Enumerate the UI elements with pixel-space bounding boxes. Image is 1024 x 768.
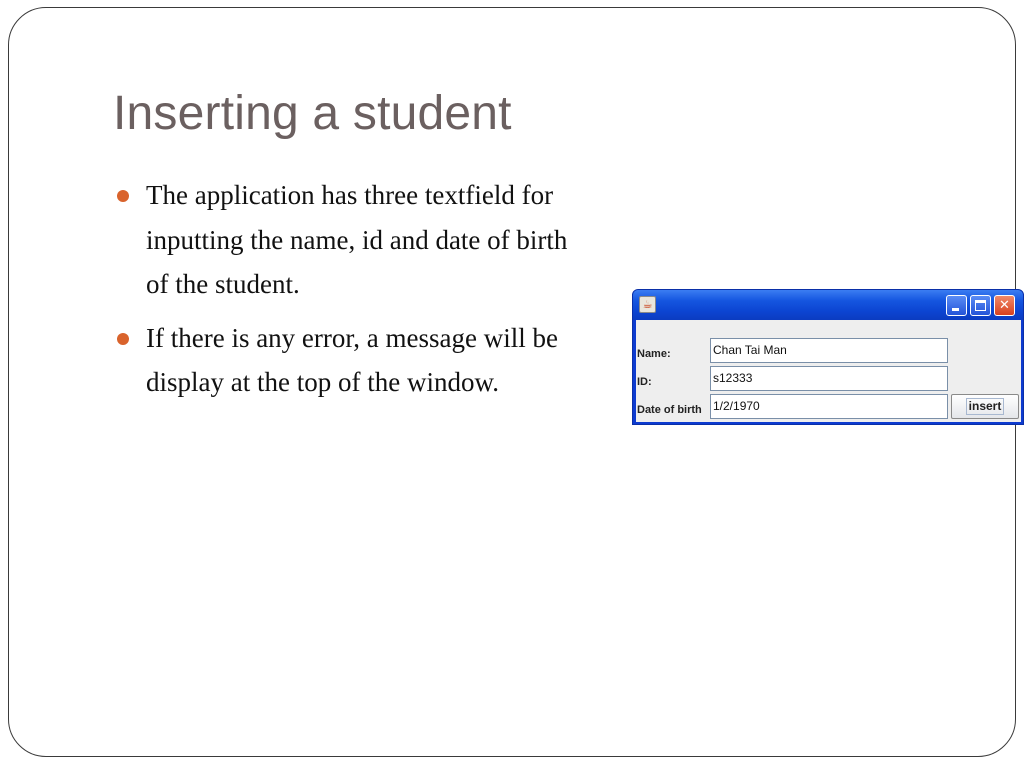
- minimize-icon: [952, 308, 959, 311]
- student-insert-window: [632, 289, 1024, 425]
- bullet-item: [116, 316, 586, 405]
- window-titlebar[interactable]: [633, 290, 1023, 320]
- close-button[interactable]: [994, 295, 1015, 316]
- maximize-button[interactable]: [970, 295, 991, 316]
- insert-button[interactable]: [951, 394, 1019, 419]
- id-field[interactable]: s12333: [710, 366, 948, 391]
- bullet-text: If there is any error, a message will be display at the top of the window.: [146, 322, 559, 397]
- dob-label: Date of birth: [637, 404, 702, 416]
- minimize-button[interactable]: [946, 295, 967, 316]
- dob-field[interactable]: 1/2/1970: [710, 394, 948, 419]
- slide-title: Inserting a student: [113, 87, 512, 140]
- id-label: ID:: [637, 376, 652, 388]
- bullet-dot-icon: [117, 333, 129, 345]
- java-cup-icon[interactable]: ☕: [639, 296, 656, 313]
- window-content: [636, 320, 1021, 422]
- name-label: Name:: [637, 348, 671, 360]
- insert-button-label: insert: [966, 398, 1005, 415]
- bullet-list: [116, 173, 586, 414]
- name-field[interactable]: Chan Tai Man: [710, 338, 948, 363]
- bullet-dot-icon: [117, 190, 129, 202]
- bullet-item: [116, 173, 586, 307]
- close-icon: ✕: [999, 298, 1010, 313]
- bullet-text: The application has three textfield for inputting the name, id and date of birth of the student.: [146, 180, 568, 299]
- maximize-icon: [975, 300, 986, 311]
